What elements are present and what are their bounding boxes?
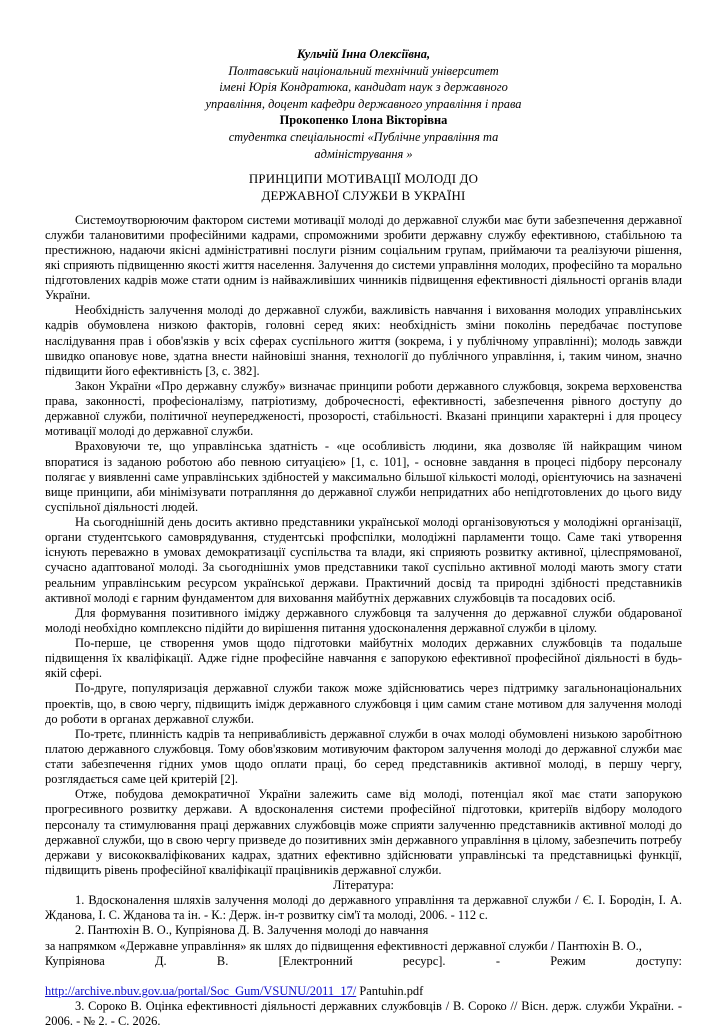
paragraph: Закон України «Про державну службу» визначає принципи роботи державного службовця, зокрема верховенства права, законності, професіоналізму, патріотизму, доброчесності, ефективності, забезпечення рівного доступу до державної служби, політичної неупередженості, прозорості, стабільності. Вказані принципи характерні і для процесу мотивації молоді до державної служби.	[45, 378, 682, 439]
reference-item-2-spread-line	[45, 954, 682, 984]
reference-item-2-line-1: 2. Пантюхін В. О., Купріянова Д. В. Залучення молоді до навчання	[75, 923, 429, 938]
reference-item-3: 3. Сороко В. Оцінка ефективності діяльності державних службовців / В. Сороко // Вісн. держ. служби України. - 2006. - № 2. - С. 2026.	[45, 999, 682, 1029]
reference-url-link[interactable]: http://archive.nbuv.gov.ua/portal/Soc_Gum/VSUNU/2011_17/	[45, 983, 357, 998]
ref2-part-3: Режим	[550, 953, 586, 968]
affiliation-line-3: управління, доцент кафедри державного управління і права	[205, 96, 522, 111]
page-title-line-2: ДЕРЖАВНОЇ СЛУЖБИ В УКРАЇНІ	[261, 189, 466, 204]
paragraph: Отже, побудова демократичної України залежить саме від молоді, потенціал якої має стати запорукою прогресивного розвитку держави. А вдосконалення системи професійної підготовки, критеріїв відбору молодого персоналу та стимулювання праці державних службовців може сприяти залученню представників активної молоді до державної служби, що в свою чергу призведе до позитивних змін державного управління в цілому, забезпечить потребу держави у висококваліфікованих кадрах, здатних ефективно здійснювати управлінські та представницькі функції, підвищить рівень професійної кваліфікації працівників державної служби.	[45, 787, 682, 877]
student-affiliation-line-1: студентка спеціальності «Публічне управління та	[228, 130, 499, 145]
reference-url-suffix: Pantuhin.pdf	[356, 983, 424, 998]
paragraph: Враховуючи те, що управлінська здатність - «це особливість людини, яка дозволяє їй найкращим чином впоратися із заданою роботою або певною ситуацією» [1, с. 101], - основне завдання в процесі підбору персоналу полягає у виявленні саме управлінських здібностей у максимально більшої кількості молоді, орієнтуючись на зазначені вище принципи, аби мінімізувати потрапляння до державної служби непридатних або непідготовлених до цього виду суспільної діяльності людей.	[45, 439, 682, 514]
paragraph: По-третє, плинність кадрів та непривабливість державної служби в очах молоді обумовлені низькою заробітною платою державного службовця. Тому обов'язковим мотивуючим фактором залучення молоді до державної служби має стати забезпечення гідних умов щодо оплати праці, бо серед представників активної молоді, в першу чергу, розглядається саме цей критерій [2].	[45, 726, 682, 787]
reference-item-1: 1. Вдосконалення шляхів залучення молоді до державного управління та державної служби / Є. І. Бородін, І. А. Жданова, І. С. Жданова та ін. - К.: Держ. ін-т розвитку сім'ї та молоді, 2006. - 112 с.	[45, 893, 682, 923]
paragraph: Системоутворюючим фактором системи мотивації молоді до державної служби має бути забезпечення державної служби талановитими професійними кадрами, спроможними зробити державну службу ефективною, стабільною та престижною, надаючи якісні адміністративні послуги різним соціальним групам, приймаючи та реалізуючи рішення, які сприяють підвищенню якості життя населення. Залучення до системи управління молодих, професійно та морально підготовлених кадрів може стати одним із найважливіших чинників підвищення ефективності діяльності органів влади України.	[45, 212, 682, 303]
ref2-part-4: доступу:	[635, 953, 683, 968]
affiliation-line-1: Полтавський національний технічний університет	[228, 63, 499, 78]
reference-item-2-line-4	[45, 984, 682, 999]
ref2-part-1: Купріянова Д. В. [Електронний	[45, 953, 353, 968]
paragraph: Необхідність залучення молоді до державної служби, важливість навчання і виховання молодих управлінських кадрів обумовлена низкою факторів, головні серед яких: необхідність зміни поколінь передбачає поступове наслідування прав і обов'язків у всіх сферах суспільного життя (зокрема, і у публічному управлінні); молодь завжди швидко опановує нове, здатна внести найновіші знання, технології до публічного управління, і, таким чином, значно підвищити його ефективність [3, с. 382].	[45, 303, 682, 378]
affiliation-line-2: імені Юрія Кондратюка, кандидат наук з державного	[219, 80, 508, 95]
article-body	[45, 213, 682, 1029]
author-name-secondary: Прокопенко Ілона Вікторівна	[279, 113, 448, 128]
student-affiliation-line-2: адміністрування »	[314, 146, 413, 161]
page-title	[45, 171, 682, 205]
ref2-part-2: ресурс]. -	[402, 953, 500, 968]
paragraph: По-друге, популяризація державної служби також може здійснюватись через підтримку загальнонаціональних проектів, що, в свою чергу, підвищить імідж державного службовця і цим самим стане мотивом для залучення молоді до роботи в органах державної служби.	[45, 681, 682, 726]
paragraph: Для формування позитивного іміджу державного службовця та залучення до державної служби обдарованої молоді необхідно комплексно підійти до вирішення питання удосконалення державної служби в цілому.	[45, 605, 682, 635]
reference-item-2-line-2: за напрямком «Державне управління» як шлях до підвищення ефективності державної служби / Пантюхін В. О.,	[45, 938, 642, 953]
paragraph: На сьогоднішній день досить активно представники української молоді організовуються у молодіжні організації, органи студентського самоврядування, студентські профспілки, молодіжні парламенти тощо. Саме такі утворення існують переважно в умовах демократизації суспільства та влади, які сприяють розвитку активної, цілеспрямованої, сучасно адаптованої молоді. За сьогоднішніх умов представники такої суспільно активної молоді мають змогу стати реальним управлінським ресурсом української держави. Практичний досвід та природні здібності представників активної молоді є гарним фундаментом для виховання майбутніх державних службовців та посадових осіб.	[45, 515, 682, 605]
author-name-primary: Кульчій Інна Олексіївна,	[296, 47, 431, 61]
author-affiliation-block	[45, 46, 682, 162]
literature-heading: Література:	[333, 878, 394, 893]
paragraph: По-перше, це створення умов щодо підготовки майбутніх молодих державних службовців та подальше підвищення їх кваліфікації. Адже гідне професійне навчання є запорукою ефективної професійної діяльності в будь-якій сфері.	[45, 636, 682, 681]
reference-item-2-line-3	[45, 954, 682, 984]
page-title-line-1: ПРИНЦИПИ МОТИВАЦІЇ МОЛОДІ ДО	[248, 172, 479, 187]
